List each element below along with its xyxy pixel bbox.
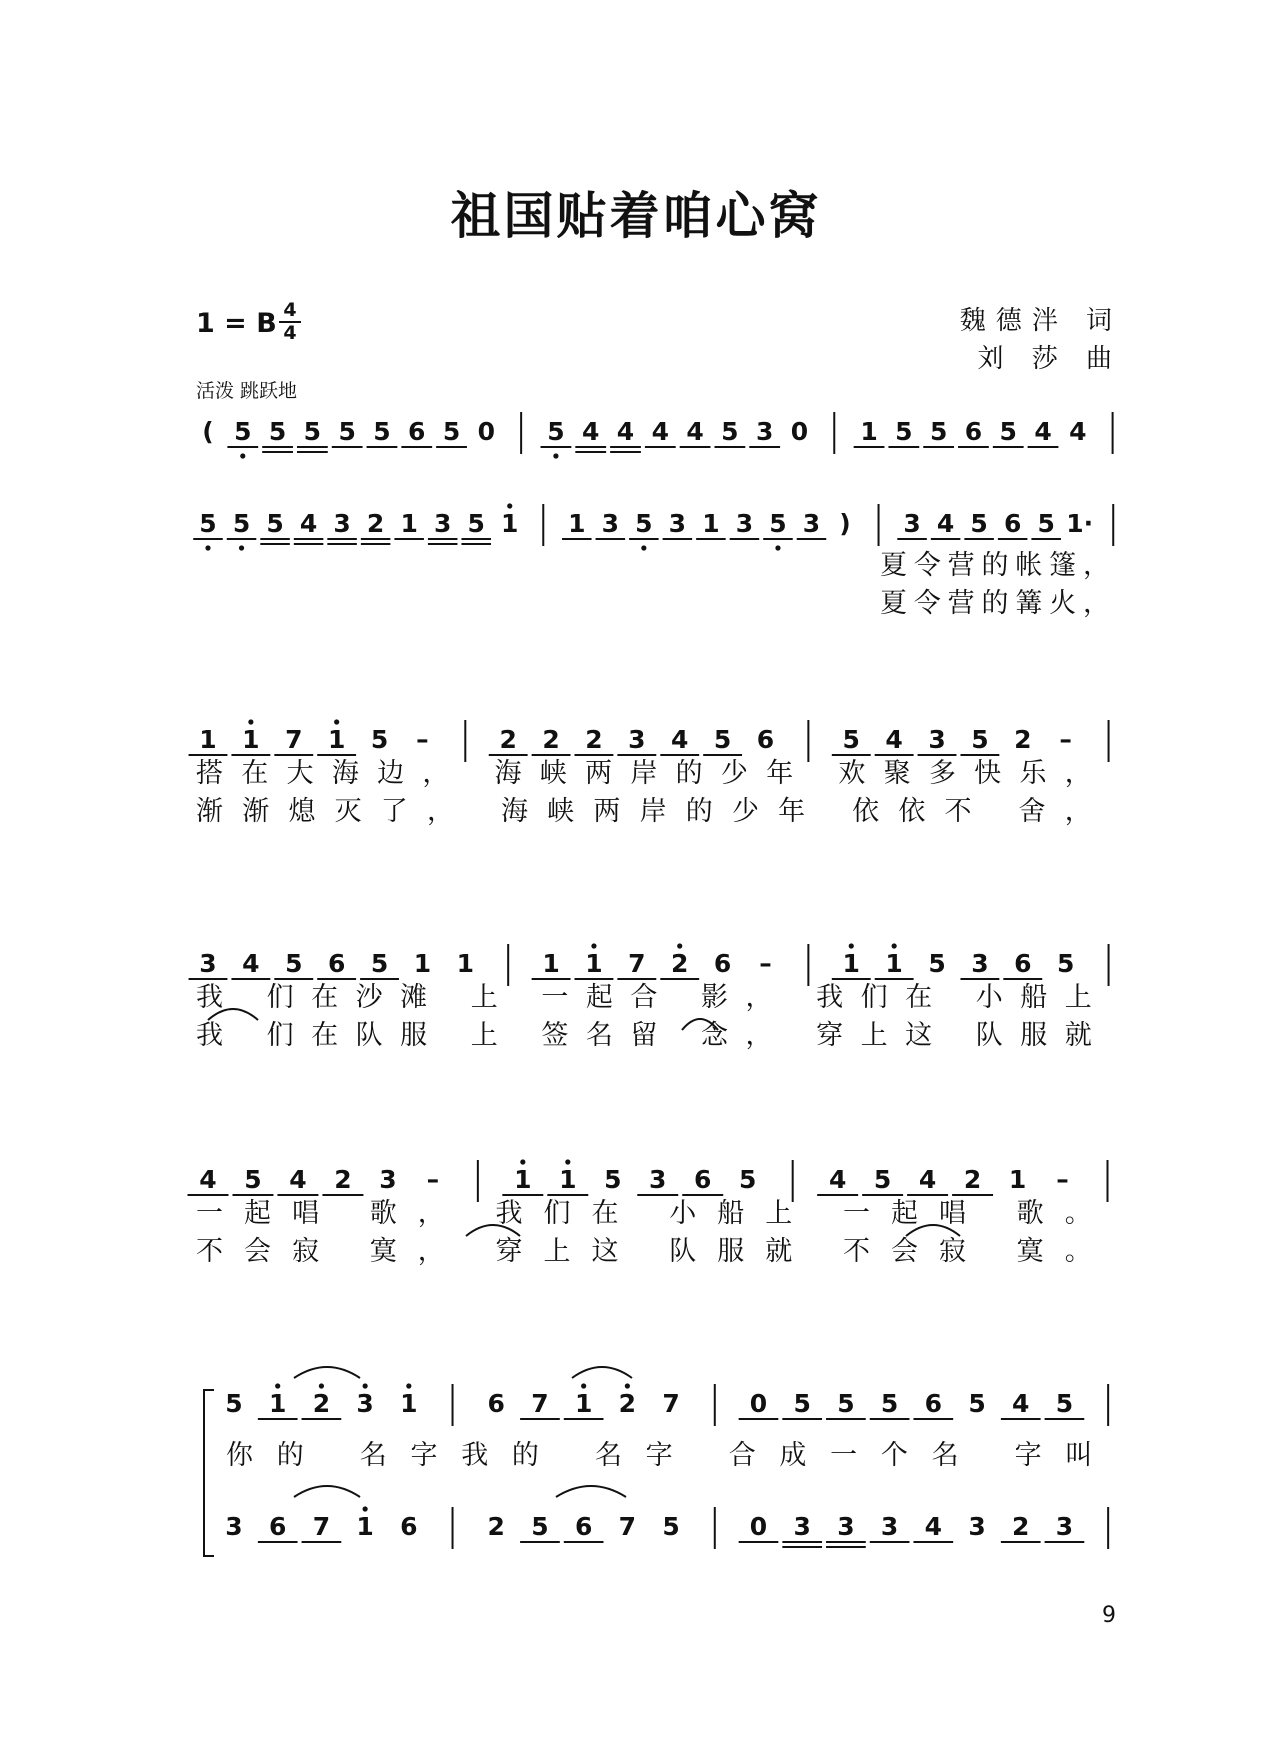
note: 5 <box>971 725 989 754</box>
note: 5 <box>793 1389 811 1418</box>
note: 5 <box>999 417 1017 446</box>
octave-dot-above <box>625 1383 630 1388</box>
note: 5 <box>370 725 389 754</box>
note: 5 <box>373 417 391 446</box>
note: 1 <box>400 509 418 538</box>
slur-arc <box>556 1486 626 1497</box>
note: 1 <box>199 725 217 754</box>
note: 4 <box>918 1165 937 1194</box>
note: 6 <box>924 1389 943 1418</box>
note: 5 <box>739 1165 757 1194</box>
note: 5 <box>928 949 946 978</box>
note: 1 <box>400 1389 418 1418</box>
note: 5 <box>662 1512 680 1541</box>
note: 7 <box>531 1389 549 1418</box>
note: 4 <box>1012 1389 1030 1418</box>
note: 1 <box>542 949 560 978</box>
octave-dot-below <box>205 545 210 550</box>
note: 6 <box>408 417 426 446</box>
note: 5 <box>268 417 287 446</box>
note: 4 <box>289 1165 307 1194</box>
page-number: 9 <box>1102 1603 1116 1628</box>
note: 7 <box>312 1512 331 1541</box>
octave-dot-above <box>677 943 682 948</box>
time-signature-top: 4 <box>283 299 297 321</box>
note: 5 <box>1056 949 1075 978</box>
note: 3 <box>968 1512 986 1541</box>
note: 5 <box>266 509 284 538</box>
note: 3 <box>333 509 351 538</box>
note: 3 <box>379 1165 397 1194</box>
note: 0 <box>477 417 496 446</box>
octave-dot-above <box>334 719 339 724</box>
note: 4 <box>616 417 635 446</box>
octave-dot-above <box>363 1506 368 1511</box>
note: 1 <box>1008 1165 1027 1194</box>
note: 3 <box>601 509 620 538</box>
note: 7 <box>285 725 303 754</box>
note: 3 <box>928 725 946 754</box>
note: 1 <box>456 949 475 978</box>
note: 1 <box>242 725 260 754</box>
lyric-line: 你的 名字我的 名字 合成一个名 字叫 <box>226 1440 1093 1471</box>
system-2 <box>193 503 1113 619</box>
note: 1 <box>269 1389 287 1418</box>
note: 5 <box>234 417 252 446</box>
note: 1 <box>501 509 519 538</box>
octave-dot-above <box>892 943 897 948</box>
note: 5 <box>604 1165 622 1194</box>
note: 0 <box>790 417 809 446</box>
note: 1 <box>568 509 586 538</box>
octave-dot-below <box>553 453 558 458</box>
note: 5 <box>285 949 303 978</box>
note: 1 <box>860 417 878 446</box>
lyric-line: 我 们在沙滩 上 一起合 影， 我们在 小船上 <box>196 982 1092 1013</box>
lyricist-credit: 魏德泮 词 <box>959 306 1122 336</box>
octave-dot-above <box>363 1383 368 1388</box>
note: 3 <box>1055 1512 1074 1541</box>
slur-arc <box>294 1367 360 1378</box>
note: 4 <box>242 949 260 978</box>
octave-dot-above <box>319 1383 324 1388</box>
note: 5 <box>467 509 485 538</box>
lyric-line: 渐渐熄灭了， 海峡两岸的少年 依依不 舍， <box>196 796 1092 827</box>
note: 6 <box>574 1512 593 1541</box>
note: 3 <box>356 1389 374 1418</box>
note: 5 <box>244 1165 262 1194</box>
note: 5 <box>880 1389 899 1418</box>
system-1 <box>202 412 1112 459</box>
note: 5 <box>970 509 988 538</box>
system-4 <box>189 943 1109 1051</box>
note: 4 <box>199 1165 217 1194</box>
note: 3 <box>880 1512 899 1541</box>
slur-arc <box>294 1486 360 1497</box>
key-signature: 1 = B <box>196 308 277 339</box>
note: 2 <box>1012 1512 1030 1541</box>
note: 3 <box>802 509 821 538</box>
note: 1· <box>1066 509 1094 538</box>
note: 4 <box>1034 417 1052 446</box>
octave-dot-above <box>591 943 596 948</box>
note: 4 <box>828 1165 847 1194</box>
note: 5 <box>635 509 653 538</box>
note: 6 <box>327 949 346 978</box>
note: 5 <box>895 417 913 446</box>
note: 5 <box>1055 1389 1074 1418</box>
note: 5 <box>929 417 948 446</box>
note: 2 <box>312 1389 331 1418</box>
lyric-line: 一起唱 歌， 我们在 小船上 一起唱 歌。 <box>196 1198 1092 1229</box>
notation-symbol: – <box>1056 1165 1069 1194</box>
note: 2 <box>487 1512 505 1541</box>
note: 5 <box>721 417 739 446</box>
note: 5 <box>968 1389 986 1418</box>
note: 2 <box>963 1165 982 1194</box>
note: 2 <box>366 509 385 538</box>
note: 5 <box>370 949 389 978</box>
notation-symbol: – <box>416 725 429 754</box>
note: 3 <box>225 1512 243 1541</box>
note: 3 <box>668 509 687 538</box>
lyric-line: 我 们在队服 上 签名留 念， 穿上这 队服就 <box>196 1020 1092 1051</box>
time-signature-bottom: 4 <box>283 322 297 344</box>
system-5 <box>188 1159 1108 1267</box>
note: 2 <box>542 725 560 754</box>
slur-arc <box>572 1367 632 1378</box>
octave-dot-below <box>239 545 244 550</box>
note: 1 <box>574 1389 593 1418</box>
note: 4 <box>651 417 670 446</box>
note: 6 <box>756 725 775 754</box>
note: 6 <box>269 1512 287 1541</box>
lyric-line: 夏令营的篝火， <box>880 588 1110 619</box>
note: 3 <box>793 1512 811 1541</box>
note: 1 <box>356 1512 374 1541</box>
note: 1 <box>885 949 903 978</box>
system-7 <box>225 1506 1108 1549</box>
notation-symbol: – <box>759 949 772 978</box>
note: 2 <box>1014 725 1032 754</box>
note: 6 <box>487 1389 505 1418</box>
note: 4 <box>686 417 704 446</box>
note: 1 <box>585 949 603 978</box>
note: 3 <box>735 509 754 538</box>
note: 5 <box>837 1389 855 1418</box>
tempo-marking: 活泼 跳跃地 <box>196 380 298 402</box>
notation-symbol: ( <box>202 417 214 446</box>
note: 4 <box>299 509 318 538</box>
notation-symbol: ) <box>839 509 851 538</box>
system-3 <box>189 719 1109 827</box>
note: 6 <box>400 1512 418 1541</box>
note: 5 <box>442 417 461 446</box>
note: 1 <box>559 1165 577 1194</box>
note: 6 <box>694 1165 712 1194</box>
octave-dot-above <box>406 1383 411 1388</box>
octave-dot-above <box>507 503 512 508</box>
note: 4 <box>1069 417 1087 446</box>
note: 5 <box>873 1165 892 1194</box>
note: 5 <box>232 509 251 538</box>
octave-dot-above <box>275 1383 280 1388</box>
note: 4 <box>885 725 903 754</box>
note: 2 <box>334 1165 352 1194</box>
octave-dot-above <box>849 943 854 948</box>
note: 6 <box>713 949 732 978</box>
note: 4 <box>671 725 689 754</box>
note: 1 <box>327 725 346 754</box>
note: 5 <box>225 1389 243 1418</box>
system-bracket <box>204 1390 214 1556</box>
note: 1 <box>702 509 720 538</box>
octave-dot-above <box>581 1383 586 1388</box>
note: 4 <box>924 1512 943 1541</box>
octave-dot-below <box>240 453 245 458</box>
note: 0 <box>749 1389 768 1418</box>
note: 0 <box>749 1512 768 1541</box>
composer-credit: 刘 莎 曲 <box>977 344 1122 374</box>
note: 5 <box>769 509 787 538</box>
note: 6 <box>964 417 983 446</box>
note: 4 <box>582 417 600 446</box>
note: 5 <box>1037 509 1055 538</box>
octave-dot-below <box>641 545 646 550</box>
note: 3 <box>199 949 217 978</box>
note: 2 <box>618 1389 637 1418</box>
notation-symbol: – <box>426 1165 440 1194</box>
note: 5 <box>842 725 860 754</box>
note: 4 <box>936 509 955 538</box>
note: 3 <box>903 509 921 538</box>
note: 7 <box>662 1389 680 1418</box>
note: 5 <box>547 417 565 446</box>
system-6 <box>225 1383 1108 1471</box>
note: 6 <box>1003 509 1022 538</box>
note: 7 <box>618 1512 637 1541</box>
lyric-line: 搭在大海边， 海峡两岸的少年 欢聚多快乐， <box>196 758 1092 789</box>
note: 2 <box>671 949 689 978</box>
lyric-line: 不会寂 寞， 穿上这 队服就 不会寂 寞。 <box>196 1236 1092 1267</box>
note: 5 <box>713 725 732 754</box>
note: 2 <box>499 725 517 754</box>
octave-dot-above <box>520 1159 525 1164</box>
octave-dot-below <box>775 545 780 550</box>
note: 2 <box>585 725 603 754</box>
note: 3 <box>837 1512 855 1541</box>
note: 5 <box>338 417 356 446</box>
note: 5 <box>303 417 322 446</box>
lyric-line: 夏令营的帐篷， <box>880 550 1110 581</box>
note: 5 <box>531 1512 549 1541</box>
note: 1 <box>842 949 860 978</box>
note: 6 <box>1014 949 1032 978</box>
octave-dot-above <box>248 719 253 724</box>
note: 7 <box>628 949 646 978</box>
notation-symbol: – <box>1059 725 1072 754</box>
note: 5 <box>199 509 217 538</box>
octave-dot-above <box>565 1159 570 1164</box>
note: 3 <box>649 1165 667 1194</box>
note: 3 <box>971 949 989 978</box>
note: 3 <box>755 417 774 446</box>
song-title: 祖国贴着咱心窝 <box>450 186 822 245</box>
note: 3 <box>628 725 646 754</box>
note: 1 <box>413 949 432 978</box>
note: 3 <box>433 509 452 538</box>
note: 1 <box>514 1165 532 1194</box>
